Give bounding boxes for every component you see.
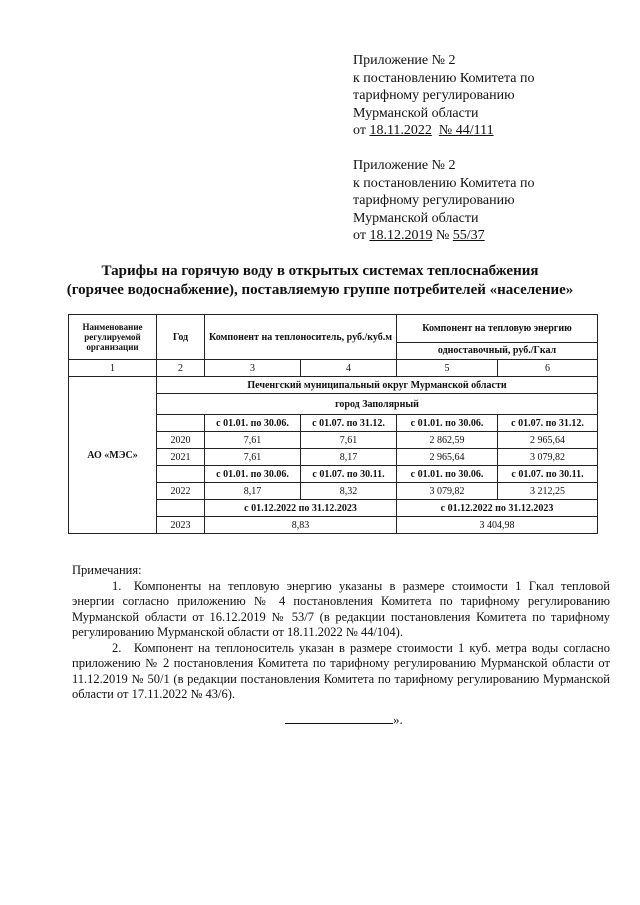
closing-line [285, 711, 403, 728]
value-cell: 3 404,98 [397, 517, 598, 534]
period-label: с 01.07. по 31.12. [301, 415, 397, 432]
empty-cell [157, 466, 205, 483]
appendix-date-line [353, 227, 534, 245]
period-label: с 01.01. по 30.06. [205, 415, 301, 432]
year-cell: 2023 [157, 517, 205, 534]
appendix-number: 55/37 [452, 228, 485, 243]
appendix-line: тарифному регулированию [353, 88, 515, 103]
value-cell: 3 079,82 [397, 483, 498, 500]
tariff-table [68, 314, 598, 534]
header-energy: Компонент на тепловую энергию [397, 315, 598, 343]
value-cell: 3 212,25 [498, 483, 598, 500]
appendix-block-current [353, 52, 534, 140]
header-year: Год [157, 315, 205, 360]
year-cell: 2021 [157, 449, 205, 466]
value-cell: 8,17 [301, 449, 397, 466]
district-name: Печенгский муниципальный округ Мурманской области [157, 377, 598, 394]
document-title [0, 262, 640, 300]
signature-line [285, 711, 393, 724]
value-cell: 2 965,64 [397, 449, 498, 466]
appendix-date: 18.12.2019 [369, 228, 433, 243]
appendix-date-prefix: от [353, 123, 370, 138]
col-number: 1 [69, 360, 157, 377]
empty-cell [157, 500, 205, 517]
empty-cell [157, 415, 205, 432]
period-label: с 01.01. по 30.06. [397, 415, 498, 432]
closing-quote: ». [393, 712, 403, 727]
col-number: 2 [157, 360, 205, 377]
appendix-date: 18.11.2022 [369, 123, 432, 138]
title-line-2: (горячее водоснабжение), поставляемую группе потребителей «население» [66, 282, 574, 298]
appendix-line: к постановлению Комитета по [353, 175, 535, 191]
year-cell: 2020 [157, 432, 205, 449]
org-name: АО «МЭС» [69, 377, 157, 534]
column-number-row [69, 360, 598, 377]
value-cell: 7,61 [301, 432, 397, 449]
header-energy-sub: одноставочный, руб./Гкал [397, 342, 598, 359]
period-label: с 01.12.2022 по 31.12.2023 [205, 500, 397, 517]
year-cell: 2022 [157, 483, 205, 500]
city-name: город Заполярный [157, 394, 598, 415]
value-cell: 8,32 [301, 483, 397, 500]
col-number: 6 [498, 360, 598, 377]
table-row [69, 377, 598, 394]
value-cell: 8,17 [205, 483, 301, 500]
appendix-date-line [353, 122, 534, 140]
col-number: 5 [397, 360, 498, 377]
period-label: с 01.07. по 30.11. [498, 466, 598, 483]
value-cell: 2 862,59 [397, 432, 498, 449]
value-cell: 7,61 [205, 449, 301, 466]
col-number: 3 [205, 360, 301, 377]
value-cell: 3 079,82 [498, 449, 598, 466]
notes-heading: Примечания: [72, 563, 142, 577]
value-cell: 7,61 [205, 432, 301, 449]
period-label: с 01.01. по 30.06. [205, 466, 301, 483]
period-label: с 01.07. по 30.11. [301, 466, 397, 483]
period-label: с 01.07. по 31.12. [498, 415, 598, 432]
appendix-block-original [353, 157, 534, 245]
appendix-number: № 44/111 [438, 123, 494, 138]
period-label: с 01.12.2022 по 31.12.2023 [397, 500, 598, 517]
appendix-date-prefix: от [353, 228, 370, 243]
header-carrier: Компонент на теплоноситель, руб./куб.м [205, 315, 397, 360]
table-header-row [69, 315, 598, 343]
title-line-1: Тарифы на горячую воду в открытых системах теплоснабжения [101, 263, 539, 279]
value-cell: 2 965,64 [498, 432, 598, 449]
appendix-title: Приложение № 2 [353, 53, 456, 68]
note-item-1: 1. Компоненты на тепловую энергию указаны в размере стоимости 1 Гкал тепловой энергии согласно приложению № 4 постановления Комитета по тарифному регулированию Мурманской области от 16.12.2019 № 53/7 (в редакции постановления Комитета по тарифному регулированию Мурманской области от 18.11.2022 № 44/104). [72, 578, 610, 639]
col-number: 4 [301, 360, 397, 377]
appendix-line: к постановлению Комитета по [353, 70, 535, 86]
appendix-line: тарифному регулированию [353, 193, 515, 208]
value-cell: 8,83 [205, 517, 397, 534]
period-label: с 01.01. по 30.06. [397, 466, 498, 483]
appendix-line: Мурманской области [353, 210, 479, 226]
appendix-line: Мурманской области [353, 105, 479, 121]
note-item-2: 2. Компонент на теплоноситель указан в размере стоимости 1 куб. метра воды согласно приложению № 2 постановления Комитета по тарифному регулированию Мурманской области от 11.12.2019 № 50/1 (в редакции постановления Комитета по тарифному регулированию Мурманской области от 17.11.2022 № 43/6). [72, 640, 610, 701]
appendix-number-sign: № [435, 228, 450, 243]
header-org: Наименование регулируемой организации [69, 315, 157, 360]
notes-section [72, 563, 610, 703]
appendix-title: Приложение № 2 [353, 158, 456, 173]
